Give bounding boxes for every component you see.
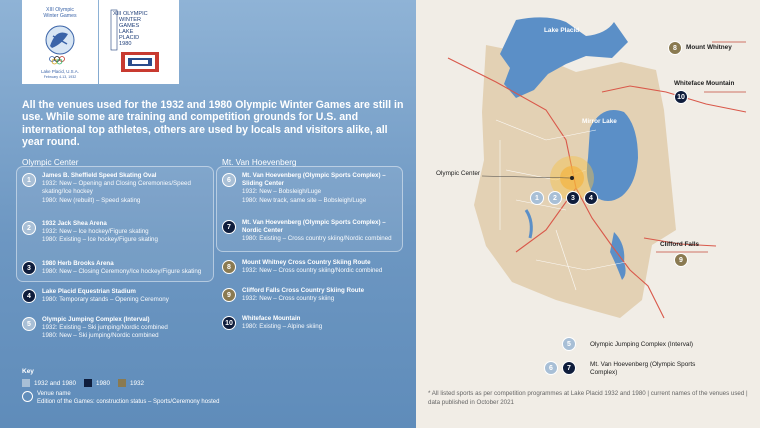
venue-detail: 1980: Existing – Cross country skiing/Nordic combined (242, 235, 392, 243)
key-venue-name: Venue name (37, 391, 71, 397)
venue-detail: 1980: New track, same site – Bobsleigh/Luge (242, 196, 367, 204)
venue-number-badge: 3 (22, 261, 36, 275)
section-title-olympic-center: Olympic Center (22, 158, 79, 167)
venue-number-badge: 9 (222, 288, 236, 302)
map-badge-8[interactable]: 8 (668, 41, 682, 55)
venue-detail: 1980: Existing – Alpine skiing (242, 323, 323, 331)
venue-name: Whiteface Mountain (242, 315, 301, 322)
venue-detail: 1980: Existing – Ice hockey/Figure skating (42, 236, 158, 244)
venue-name: Lake Placid Equestrian Stadium (42, 288, 136, 295)
map-badge-7[interactable]: 7 (562, 361, 576, 375)
key-label-1980: 1980 (96, 379, 111, 387)
venue-item (22, 316, 206, 341)
venue-detail: 1932: New – Ice hockey/Figure skating (42, 228, 149, 236)
venue-name: Mt. Van Hoevenberg (Olympic Sports Complex) – Nordic Center (242, 219, 386, 235)
venue-item (22, 288, 206, 304)
venue-map (416, 0, 760, 428)
map-badge-3[interactable]: 3 (566, 191, 580, 205)
venue-number-badge: 6 (222, 173, 236, 187)
section-title-mt-van-hoevenberg: Mt. Van Hoevenberg (222, 158, 297, 167)
venue-text (242, 287, 364, 303)
venue-text (42, 172, 206, 205)
label-clifford-falls: Clifford Falls (660, 241, 700, 248)
venue-name: 1980 Herb Brooks Arena (42, 260, 114, 267)
venue-item (222, 172, 398, 205)
venue-text (242, 259, 382, 275)
venue-name: Mount Whitney Cross Country Skiing Route (242, 259, 371, 266)
svg-text:PLACID: PLACID (119, 35, 140, 41)
venue-text (242, 172, 398, 205)
venue-name: James B. Sheffield Speed Skating Oval (42, 172, 157, 179)
venue-number-badge: 2 (22, 221, 36, 235)
logo-1980-text (113, 11, 148, 47)
svg-text:WINTER: WINTER (119, 17, 142, 23)
intro-text: All the venues used for the 1932 and 1980 Olympic Winter Games are still in use. While some are training and competition grounds for U.S. and international top athletes, others are used by locals and visitors alike, all year round. (22, 99, 404, 149)
label-jumping-complex: Olympic Jumping Complex (Interval) (590, 341, 693, 348)
key-title: Key (22, 368, 34, 375)
key-venue-legend (22, 390, 219, 406)
map-panel (416, 0, 760, 428)
venue-number-badge: 7 (222, 220, 236, 234)
key-label-1932: 1932 (130, 379, 145, 387)
venue-item (222, 287, 398, 303)
venue-number-badge: 5 (22, 317, 36, 331)
label-olympic-center: Olympic Center (436, 170, 481, 177)
key-swatch-1980 (84, 379, 92, 387)
venue-detail: 1980: New (rebuilt) – Speed skating (42, 196, 141, 204)
logo-1932 (22, 0, 98, 84)
svg-text:GAMES: GAMES (119, 23, 140, 29)
venue-text (42, 220, 158, 245)
venue-text (42, 260, 201, 276)
key-label-both: 1932 and 1980 (34, 379, 77, 387)
logo-1980-emblem (99, 0, 179, 84)
venue-number-badge: 4 (22, 289, 36, 303)
label-mount-whitney: Mount Whitney (686, 44, 732, 51)
svg-text:LAKE: LAKE (119, 29, 134, 35)
venue-number-badge: 10 (222, 316, 236, 330)
venue-text (42, 316, 168, 341)
logo-1932-title-line2: Winter Games (43, 13, 77, 19)
venue-number-badge: 8 (222, 260, 236, 274)
map-badge-2[interactable]: 2 (548, 191, 562, 205)
venue-name: 1932 Jack Shea Arena (42, 220, 107, 227)
map-badge-9[interactable]: 9 (674, 253, 688, 267)
map-badge-5[interactable]: 5 (562, 337, 576, 351)
label-lake-placid: Lake Placid (544, 27, 580, 34)
svg-text:XIII OLYMPIC: XIII OLYMPIC (113, 11, 148, 17)
venue-detail: 1932: New – Cross country skiing (242, 295, 335, 303)
venue-detail: 1932: New – Opening and Closing Ceremonies/Speed skating/Ice hockey (42, 180, 191, 196)
map-badge-10[interactable]: 10 (674, 90, 688, 104)
venue-detail: 1980: New – Closing Ceremony/Ice hockey/Figure skating (42, 268, 202, 276)
venue-text (242, 315, 322, 331)
map-badge-1[interactable]: 1 (530, 191, 544, 205)
key-swatch-1932 (118, 379, 126, 387)
logo-1932-city: Lake Placid, U.S.A. (41, 69, 79, 74)
venue-item (22, 172, 206, 205)
venue-name: Clifford Falls Cross Country Skiing Route (242, 287, 365, 294)
venue-item (22, 260, 206, 276)
label-whiteface: Whiteface Mountain (674, 80, 735, 87)
venue-item (22, 220, 206, 245)
key-edition: Edition of the Games: construction status – Sports/Ceremony hosted (37, 399, 220, 405)
venue-text (42, 288, 169, 304)
venue-item (222, 219, 398, 244)
venue-name: Mt. Van Hoevenberg (Olympic Sports Complex) – Sliding Center (242, 172, 386, 188)
label-van-hoevenberg: Mt. Van Hoevenberg (Olympic Sports Complex) (590, 361, 696, 377)
logo-1932-title-line1: XIII Olympic (46, 7, 74, 13)
key-venue-marker-icon (22, 391, 33, 402)
venue-detail: 1932: New – Cross country skiing/Nordic combined (242, 267, 383, 275)
svg-text:1980: 1980 (119, 41, 132, 47)
logo-1932-dates: February 4-13, 1932 (43, 75, 77, 79)
key-swatch-both (22, 379, 30, 387)
venue-text (242, 219, 398, 244)
label-mirror-lake: Mirror Lake (582, 118, 617, 125)
venue-number-badge: 1 (22, 173, 36, 187)
key-swatches (22, 379, 144, 387)
venue-item (222, 315, 398, 331)
venue-detail: 1980: Temporary stands – Opening Ceremony (42, 296, 169, 304)
map-badge-6[interactable]: 6 (544, 361, 558, 375)
logo-1932-emblem (22, 0, 98, 84)
venue-item (222, 259, 398, 275)
venue-detail: 1980: New – Ski jumping/Nordic combined (42, 332, 159, 340)
logo-1980 (99, 0, 179, 84)
venue-name: Olympic Jumping Complex (Interval) (42, 316, 150, 323)
venue-detail: 1932: Existing – Ski jumping/Nordic combined (42, 324, 168, 332)
venue-detail: 1932: New – Bobsleigh/Luge (242, 188, 322, 196)
olympic-center-dot (570, 176, 574, 180)
map-badge-4[interactable]: 4 (584, 191, 598, 205)
footnote: * All listed sports as per competition programmes at Lake Placid 1932 and 1980 | current names of the venues used | data published in October 2021 (428, 390, 748, 406)
